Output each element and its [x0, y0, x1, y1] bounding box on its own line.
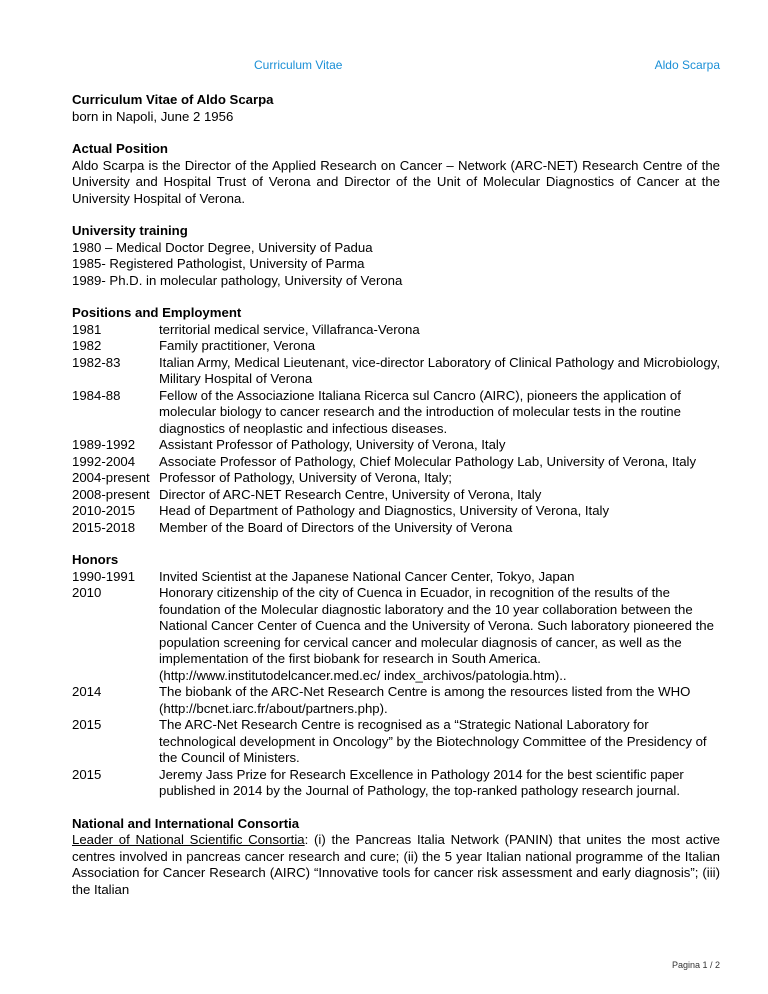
- list-item: [72, 569, 720, 586]
- consortia-lead-label: Leader of National Scientific Consortia: [72, 832, 305, 847]
- section-heading: National and International Consortia: [72, 815, 300, 831]
- entry-year: 1989-1992: [72, 437, 136, 452]
- paragraph: Aldo Scarpa is the Director of the Applied Research on Cancer – Network (ARC-NET) Research Centre of the University and Hospital Trust of Verona and Director of the Unit of Molecular Diagnostics of Cancer at the University Hospital of Verona.: [72, 157, 720, 206]
- section-heading: Positions and Employment: [72, 305, 242, 320]
- entry-year: 2010-2015: [72, 503, 136, 518]
- list-item: [72, 684, 720, 717]
- entry-text: Family practitioner, Verona: [159, 338, 316, 353]
- list-item: [72, 355, 720, 388]
- entry-year: 1990-1991: [72, 568, 136, 584]
- entry-text: territorial medical service, Villafranca-Verona: [159, 321, 420, 337]
- section-actual-position: [72, 141, 720, 207]
- entry-text: Honorary citizenship of the city of Cuenca in Ecuador, in recognition of the results of the foundation of the Molecular diagnostic laboratory and the 10 year collaboration between the National Cancer Center of Cuenca and the University of Verona. Such laboratory pioneered the population screening for cervical cancer and molecular diagnosis of cancer, as well as the implementation of the first biobank for research in South America. (http://www.institutodelcancer.med.ec/ index_archivos/patologia.htm)..: [159, 585, 714, 683]
- entry-year: 1992-2004: [72, 453, 136, 469]
- list-item: [72, 470, 720, 487]
- entry-text: Italian Army, Medical Lieutenant, vice-director Laboratory of Clinical Pathology and Microbiology, Military Hospital of Verona: [159, 354, 720, 386]
- list-item: [72, 388, 720, 438]
- paragraph: [72, 832, 720, 898]
- entry-year: 2004-present: [72, 470, 150, 485]
- section-heading: Actual Position: [72, 141, 168, 156]
- page-number: Pagina 1 / 2: [671, 960, 720, 970]
- list-item: [72, 717, 720, 767]
- list-item: [72, 503, 720, 520]
- entry-text: Fellow of the Associazione Italiana Ricerca sul Cancro (AIRC), pioneers the application of molecular biology to cancer research and the introduction of molecular tests in the routine diagnostics of neoplastic and infectious diseases.: [159, 387, 681, 436]
- entry-year: 1982-83: [72, 354, 121, 370]
- entry-text: The biobank of the ARC-Net Research Centre is among the resources listed from the WHO (http://bcnet.iarc.fr/about/partners.php).: [159, 684, 691, 716]
- entry-year: 2008-present: [72, 486, 150, 502]
- list-item: 1989- Ph.D. in molecular pathology, University of Verona: [72, 272, 403, 288]
- list-item: [72, 487, 720, 504]
- entry-text: Assistant Professor of Pathology, University of Verona, Italy: [159, 437, 506, 452]
- entry-year: 2010: [72, 585, 102, 600]
- section-heading: University training: [72, 223, 188, 238]
- section-university-training: [72, 223, 720, 289]
- list-item: [72, 767, 720, 800]
- entry-text: Jeremy Jass Prize for Research Excellence in Pathology 2014 for the best scientific paper published in 2014 by the Journal of Pathology, the top-ranked pathology research journal.: [159, 766, 684, 798]
- document-body: [72, 92, 720, 898]
- entry-text: Head of Department of Pathology and Diagnostics, University of Verona, Italy: [159, 503, 610, 518]
- list-item: [72, 437, 720, 454]
- birth-info: born in Napoli, June 2 1956: [72, 108, 234, 124]
- list-item: [72, 322, 720, 339]
- entry-text: Director of ARC-NET Research Centre, University of Verona, Italy: [159, 486, 542, 502]
- section-honors: [72, 552, 720, 800]
- entry-text: Professor of Pathology, University of Verona, Italy;: [159, 470, 452, 485]
- list-item: [72, 454, 720, 471]
- consortia-text: : (i) the Pancreas Italia Network (PANIN) that unites the most active centres involved in pancreas cancer research and cure; (ii) the 5 year Italian national programme of the Italian Association for Cancer Research (AIRC) “Innovative tools for cancer risk assessment and early diagnosis”; (iii) the Italian: [72, 832, 720, 897]
- document-title: Curriculum Vitae of Aldo Scarpa: [72, 92, 274, 107]
- list-item: 1980 – Medical Doctor Degree, University of Padua: [72, 239, 373, 255]
- entry-text: Invited Scientist at the Japanese National Cancer Center, Tokyo, Japan: [159, 568, 575, 584]
- section-consortia: [72, 816, 720, 899]
- running-header-right: Aldo Scarpa: [654, 58, 720, 72]
- entry-year: 2015-2018: [72, 519, 136, 535]
- entry-year: 2014: [72, 684, 102, 699]
- entry-year: 1984-88: [72, 387, 121, 403]
- section-heading: Honors: [72, 552, 119, 567]
- entry-text: Member of the Board of Directors of the University of Verona: [159, 519, 513, 535]
- running-header-left: Curriculum Vitae: [254, 58, 343, 72]
- section-positions: [72, 305, 720, 536]
- entry-year: 2015: [72, 717, 102, 732]
- entry-text: The ARC-Net Research Centre is recognised as a “Strategic National Laboratory for technological development in Oncology” by the Biotechnology Committee of the Presidency of the Council of Ministers.: [159, 717, 707, 765]
- entry-year: 2015: [72, 766, 102, 782]
- list-item: [72, 585, 720, 684]
- entry-year: 1981: [72, 321, 102, 337]
- list-item: 1985- Registered Pathologist, University of Parma: [72, 256, 365, 271]
- list-item: [72, 520, 720, 537]
- entry-year: 1982: [72, 338, 102, 353]
- list-item: [72, 338, 720, 355]
- entry-text: Associate Professor of Pathology, Chief Molecular Pathology Lab, University of Verona, Italy: [159, 453, 697, 469]
